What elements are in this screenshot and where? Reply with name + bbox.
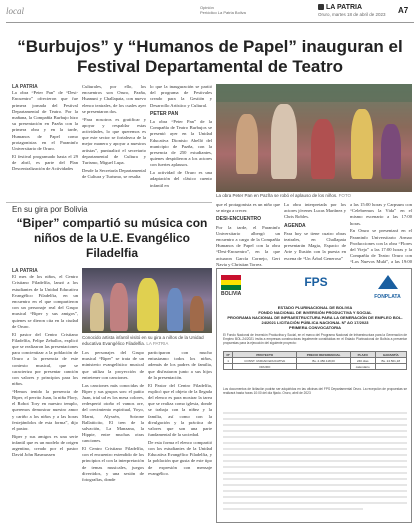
photo-background-trees [216, 84, 412, 102]
main-byline: LA PATRIA [12, 84, 38, 90]
second-article-col3 [148, 350, 212, 523]
ad-th-3: PRECIO REFERENCIAL [297, 352, 351, 358]
second-article-photo [82, 268, 212, 333]
second-col1-p2: El pastor del Centro Cristiano Filadelfia, Felipe Zeballos, explicó que se realizaron las presentaciones para concientizar a la población de Oruro a la presencia de este contexto musical, que se caracteriza por presentar canción con valores y principios para los niños. [12, 331, 78, 387]
ad-bolivia-logo [221, 275, 261, 301]
second-article-col1 [12, 268, 78, 523]
main-col3-p3: La actividad de Oruro es una adaptación del clásico cuento infantil en [150, 170, 212, 188]
ad-body-lines [223, 409, 407, 517]
ad-th-2: PROYECTO [233, 352, 297, 358]
photo-figure-1 [236, 114, 258, 174]
ad-title-line5: PRIMERA CONVOCATORIA [289, 325, 341, 330]
photo2-figure-3 [137, 278, 159, 331]
ad-td: 1 [224, 358, 233, 364]
photo2-figure-1 [90, 293, 104, 331]
header-center-line1: Opinión [200, 5, 214, 10]
second-photo-caption [82, 335, 212, 346]
ad-td: Bs. 24.501,18 [375, 358, 406, 364]
main-col4-p2: Por la tarde, el Paraninfo Universitario albergó un encuentro a cargo de la Compañía Humanos de Papel con la obra “Desi-Encuentro”, en la que actuaron García Cornejo, Gert Navia y Christian Torrez. [216, 224, 280, 267]
main-col3-p1: lo que la inauguración se partió del programa de Festivales creado para la Gestión y Desarrollo Artístico y Cultural. [150, 84, 212, 108]
photo2-figure-2 [110, 283, 128, 331]
bolivia-flag-icon [221, 275, 261, 301]
second-col3-p2: El Pastor del Centro Filadelfia, explicó que el objeto de la llegada del elenco es para mostrar la tarea que se realiza como iglesia, donde se trabaja con la niñez y la familia, así como con la divulgación y la práctica de valores que son una parte fundamental de la sociedad. [148, 382, 212, 438]
photo2-figure-5 [190, 296, 204, 331]
ad-fonplata-text: FONPLATA [374, 294, 401, 300]
ad-title-line4: 24/2021 LICITACIÓN PÚBLICA NACIONAL Nº AO 17/2023 [261, 320, 369, 325]
main-col2-p3: Desde la Secretaría Departamental de Cultura y Turismo, se resalta [82, 167, 146, 179]
main-headline: “Burbujos” y “Humanos de Papel” inauguran el Festival Departamental de Teatro [17, 37, 403, 76]
ad-title-block [223, 305, 407, 330]
ad-logo-bar [221, 273, 409, 303]
ad-td: Bs. 2.450.118,00 [297, 358, 351, 364]
main-col5-p1: La obra interpretada por los actores jóvenes Lucas Martínez y Chris Robles. [284, 202, 346, 220]
second-col2-p1: Los personajes del Grupo musical “Biper” se trata de un ministerio evangelístico musical que utiliza la proyección de entretener con canciones. [82, 350, 144, 380]
ad-title-line2: FONDO NACIONAL DE INVERSIÓN PRODUCTIVA Y SOCIAL [258, 310, 372, 315]
ad-intro: El Fondo Nacional de Inversión Productiva y Social, en el marco del Programa Nacional de Infraestructura para la Generación de Empleo BOL-24/2021 invita a empresas constructoras legalmente constituidas en el Estado Plurinacional de Bolivia a presentar propuestas para la ejecución del siguiente proyecto: [223, 333, 407, 345]
ad-th-5: GARANTÍA [375, 352, 406, 358]
subhead-agenda: AGENDA [284, 222, 306, 229]
main-article-col3 [150, 84, 212, 199]
photo2-figure-4 [167, 288, 183, 331]
section-label: local [6, 6, 24, 16]
main-caption-tag: FOTO [338, 193, 352, 198]
second-kicker: En su gira por Bolivia [12, 205, 88, 214]
header-center-line2: Periódico La Patria Boliva [200, 10, 246, 15]
second-col1-p1: El mes de los niños, el Centro Cristiano Filadelfia, lanzó a los estudiantes de la Unidad Educativa Evangélico Filadelfia, en un encuentro en el que compartieron con un personaje real del Grupo musical “Biper y sus amigos”, quienes se dieron cita en la ciudad de Oruro. [12, 274, 78, 329]
ad-td [375, 364, 406, 370]
main-article-photo [216, 84, 412, 192]
main-col1-p1: La obra “Peter Pan” de “Desi-Encuentro” ofrecieron que fue primera jornada del Festival Departamental de Teatro. Por la mañana, la Compañía Burbujo hizo su presentación en Pazña con la primera obra y en la tarde, Humanos de Papel como protagonistas en el Paraninfo Universitario de Oruro. [12, 90, 78, 152]
ad-fine-print [223, 409, 407, 517]
section-divider [6, 202, 212, 203]
ad-th-1: Nº [224, 352, 233, 358]
fonplata-emblem-icon [378, 275, 398, 289]
ad-footer: Los documentos de licitación podrán ser adquiridos en las oficinas del FPS Departamental Oruro. La recepción de propuestas se realizará hasta horas 10:00 del día fijado. Oruro, abril de 2023 [223, 387, 407, 395]
ad-td [224, 364, 233, 370]
main-article-col5 [284, 202, 346, 264]
main-col5-p2: Para hoy se tiene cuatro obras teatrales, en Challapata presentarán Magia, Espacio de Arte y Ilusión con la puesta en escena de “Un Árbol Generoso” [284, 230, 346, 261]
second-headline: “Biper” compartió su música con niños de la U.E. Evangélico Filadelfia [16, 216, 208, 260]
logo-mark-icon [318, 4, 324, 10]
second-article-col2 [82, 350, 144, 523]
second-col1-p4: Biper y sus amigos es una serie infantil que es un modelo de origen argentino, creado por el pastor David John Rasmussen [12, 433, 78, 458]
subhead-desi-encuentro: DESI-ENCUENTRO [216, 216, 262, 223]
main-col6-p2: En Oruro se presentará en el Paraninfo Universitario Armao Producciones con la obra “Flores del Viejo” a las 17:00 horas y la Compañía de Teatro Oruro con “Los Nuevos Mulá”, a las 19:00 [350, 228, 412, 265]
ad-td: calendario [350, 364, 375, 370]
ad-fps-logo [296, 275, 336, 301]
logo-text: LA PATRIA [326, 4, 363, 11]
main-article-col4 [216, 202, 280, 267]
ad-title-line3: PROGRAMA NACIONAL DE INFRAESTRUCTURA PARA LA GENERACIÓN DE EMPLEO BOL- [227, 315, 403, 320]
main-col6-p1: a las 15:00 horas y Carpsum con “Celebremos la Vida” en el mismo escenario a las 17:00 horas. [350, 202, 412, 226]
ad-table [223, 351, 407, 370]
photo-figure-4 [351, 109, 373, 179]
main-col4-p1: que el protagonista es un niño que se niega a crecer. [216, 202, 280, 214]
issue-date: Oruro, martes 18 de abril de 2023 [318, 12, 386, 17]
second-caption-tag: LA PATRIA [146, 340, 169, 346]
photo-figure-2 [271, 104, 297, 179]
ad-th-4: PLAZO [350, 352, 375, 358]
second-col2-p3: El Centro Cristiano Filadelfia, con el encuentro extendido de los principios el con la interpretación de temas musicales, juegos divertidos, y una sesión de fotografías, donde [82, 446, 144, 483]
header-divider [6, 22, 414, 23]
second-col3-p3: De esta forma el elenco compartió con los estudiantes de la Unidad Educativa Evangélico Filadelfia, y la población que gusta de este tipo de expresión con mensaje evangélico. [148, 439, 212, 476]
main-col1-p2: El festival programado hasta el 29 de abril, es parte del Plan Descentralización de Actividades [12, 153, 78, 172]
photo-figure-5 [381, 124, 401, 179]
ad-fps-text: FPS [304, 275, 328, 289]
main-photo-caption [216, 193, 412, 199]
subhead-peter-pan: PETER PAN [150, 110, 179, 117]
ad-td: ORURO [233, 364, 297, 370]
second-byline: LA PATRIA [12, 268, 38, 274]
main-article-col2 [82, 84, 146, 199]
public-tender-ad [216, 268, 412, 523]
second-col3-p1: participaron con mucho entusiasmo todos los niños, además de los padres de familia, que disfrutaron junto a sus hijos de la presentación. [148, 350, 212, 380]
main-article-col6 [350, 202, 412, 264]
page-number: A7 [398, 6, 409, 15]
table-row [224, 364, 407, 370]
newspaper-logo [318, 4, 362, 11]
second-col1-p3: “Hemos tenido la presencia de Biper, el perrito Juan, la niña Flory, el Robot Tory en nuestro templo, queremos demostrar nuestro amor y cariño a los niños y a las horas festejándolos de esta forma”, dijo el pastor. [12, 388, 78, 432]
photo-figure-3 [311, 119, 335, 179]
ad-td: 240 días [350, 358, 375, 364]
ad-fonplata-logo [366, 275, 409, 301]
main-caption-text: La obra Peter Pan en Pazña se robó el aplauso de los niños. [216, 193, 338, 198]
header-center-text [200, 5, 246, 15]
ad-td: CONST. UNIDAD EDUCATIVA [233, 358, 297, 364]
second-col2-p2: Las canciones más conocidas de Biper y sus grupos son: el patito Juan, trial ud es los mesa colores, redespertó otoño el vamos ore, del crecimiento espiritual, Yoyo, Marni, Alyssén, Sotrone Ballatticito, El tren de la salvación, La Manzana, la Hippie, entre muchas otras canciones. [82, 382, 144, 444]
ad-table-wrap [223, 351, 407, 370]
second-caption-text: Conocido artista infantil visitó en su gira a niños de la Unidad educativa Evangélico Filadelfia. [82, 335, 204, 346]
ad-bolivia-text: BOLIVIA [221, 291, 242, 297]
ad-title-line1: ESTADO PLURINACIONAL DE BOLIVIA [277, 305, 353, 310]
ad-td [297, 364, 351, 370]
main-col2-p2: “Para nosotros es gratificar y apoyar y respaldar estas actividades, lo que queremos es que este sector se fortalezca de la mejor manera y apoyar a nuestros artistas”, puntualizó el secretario departamental de Cultura y Turismo, Miguel Lupa. [82, 116, 146, 165]
main-col3-p2: La obra “Peter Pan” de la Compañía de Teatro Burbujos se presentó ayer en la Unidad Educativa Dionisio Abelló del municipio de Pazña, con la presencia de 250 estudiantes, quienes despidieron a los actores con fuertes aplausos. [150, 119, 212, 168]
main-col2-p1: Culturales, por ello, los encuentros son Oruro, Pazña, Huanuni y Challapata, con nuevo elenco teatrales, de los cuales ayer se presentaron dos. [82, 84, 146, 114]
main-article-col1 [12, 84, 78, 199]
